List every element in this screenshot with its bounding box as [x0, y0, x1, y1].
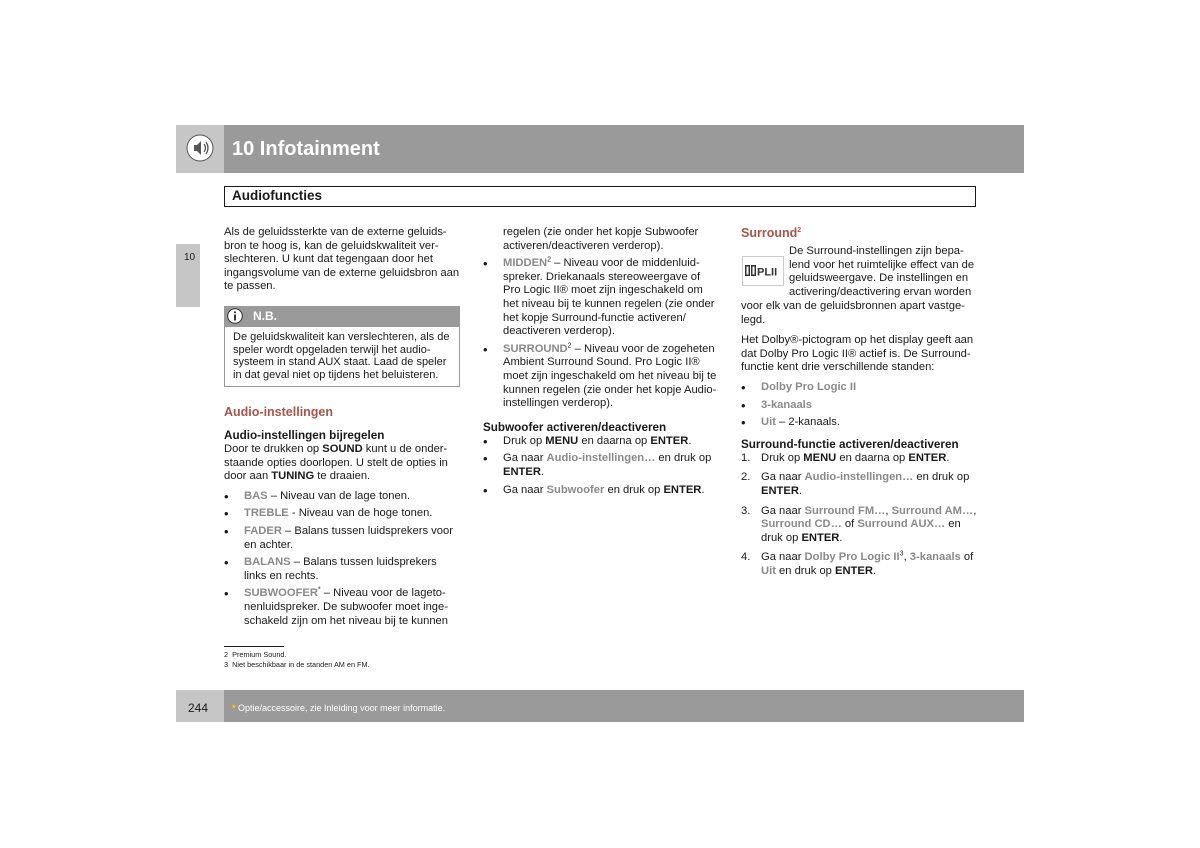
surround-steps [741, 452, 977, 579]
list-item: • TREBLE - Niveau van de hoge tonen. [224, 507, 460, 521]
list-item: 4. Ga naar Dolby Pro Logic $II^3$, 3-kanaals of Uit en druk op ENTER. [741, 550, 974, 577]
list-item: • Ga naar Subwoofer en druk op ENTER. [483, 484, 719, 498]
column-3 [741, 300, 977, 585]
list-item: • Dolby Pro Logic II [741, 381, 977, 395]
note-text: De geluidskwaliteit kan verslechteren, als de speler wordt opgeladen terwijl het audio-systeem in stand AUX staat. Laad de speler in dat geval niet op tijdens het beluisteren. [233, 331, 450, 381]
list-item: • Ga naar Audio-instellingen… en druk op ENTER. [483, 452, 719, 479]
list-item: • 3-kanaals [741, 399, 977, 413]
dolby-paragraph: Het Dolby®-pictogram op het display geeft aan dat Dolby Pro Logic II® actief is. De Surround-functie kent drie verschillende standen: [741, 334, 974, 374]
column-3-heading [741, 226, 977, 241]
channel-options-list [483, 257, 719, 411]
page-number: 244 [188, 701, 209, 715]
column-2 [483, 226, 719, 501]
side-tab-label: 10 [184, 252, 196, 263]
audio-settings-paragraph: Door te drukken op SOUND kunt u de onder-staande opties doorlopen. U stelt de opties in door aan TUNING te draaien. [224, 443, 448, 483]
list-item: • SURROUND$^2$ – Niveau voor de zogeheten Ambient Surround Sound. Pro Logic II® moet zijn ingeschakeld om het niveau bij te kunnen regelen (zie onder het kopje Audio-instellingen verderop). [483, 343, 719, 411]
surround-heading: Surround$^2$ [741, 226, 802, 240]
surround-intro: De Surround-instellingen zijn bepa-lend voor het ruimtelijke effect van de geluidsweergave. De instellingen en activering/deactivering ervan worden [789, 245, 975, 298]
surround-intro-continued: voor elk van de geluidsbronnen apart vastge-legd. [741, 300, 965, 326]
section-title-box [224, 186, 976, 207]
svg-text:PLII: PLII [757, 266, 778, 279]
list-item: • SUBWOOFER* – Niveau voor de lageto-nenluidspreker. De subwoofer moet inge-schakeld zijn om het niveau bij te kunnen [224, 587, 460, 628]
list-item: 2. Ga naar Audio-instellingen… en druk op ENTER. [741, 471, 970, 497]
footer-note: * Optie/accessoire, zie Inleiding voor meer informatie. [232, 703, 446, 713]
continuation-text: regelen (zie onder het kopje Subwoofer activeren/deactiveren verderop). [503, 226, 699, 252]
list-item: • Uit – 2-kanaals. [741, 416, 977, 430]
footnote: 2 Premium Sound. [224, 650, 287, 659]
surround-modes-list [741, 381, 977, 430]
dolby-logo-icon [742, 256, 784, 286]
list-item: • BAS – Niveau van de lage tonen. [224, 490, 460, 504]
surround-subheading: Surround-functie activeren/deactiveren [741, 437, 959, 451]
section-title: Audiofuncties [232, 188, 322, 203]
audio-settings-subheading: Audio-instellingen bijregelen [224, 429, 385, 442]
footnote-divider [224, 646, 284, 647]
speaker-icon [186, 134, 214, 162]
list-item: • Druk op MENU en daarna op ENTER. [483, 435, 719, 449]
note-label: N.B. [253, 309, 277, 323]
intro-paragraph: Als de geluidssterkte van de externe geluids-bron te hoog is, kan de geluidskwaliteit ver-slechteren. U kunt dat tegengaan door het ingangsvolume van de externe geluidsbron aan te passen. [224, 226, 460, 293]
audio-settings-heading: Audio-instellingen [224, 405, 334, 419]
subwoofer-subheading: Subwoofer activeren/deactiveren [483, 420, 667, 434]
list-item: 1. Druk op MENU en daarna op ENTER. [741, 451, 950, 464]
footnotes [224, 650, 370, 669]
chapter-title: 10 Infotainment [232, 138, 380, 160]
list-item: 3. Ga naar Surround FM…, Surround AM…, Surround CD… of Surround AUX… en druk op ENTER. [741, 504, 977, 544]
column-1-lower [224, 405, 460, 632]
subwoofer-steps [483, 435, 719, 497]
list-item: • MIDDEN$^2$ – Niveau voor de middenluid-spreker. Driekanaals stereoweergave of Pro Logic II® moet zijn ingeschakeld om het niveau bij te kunnen regelen (zie onder het kopje Surround-functie activeren/ deactiveren verderop). [483, 257, 719, 339]
footnote: 3 Niet beschikbaar in de standen AM en FM. [224, 659, 370, 669]
column-1 [224, 226, 460, 294]
list-item: • BALANS – Balans tussen luidsprekers links en rechts. [224, 556, 460, 583]
audio-options-list [224, 490, 460, 628]
list-item: • FADER – Balans tussen luidsprekers voor en achter. [224, 525, 460, 552]
info-icon [227, 308, 243, 324]
